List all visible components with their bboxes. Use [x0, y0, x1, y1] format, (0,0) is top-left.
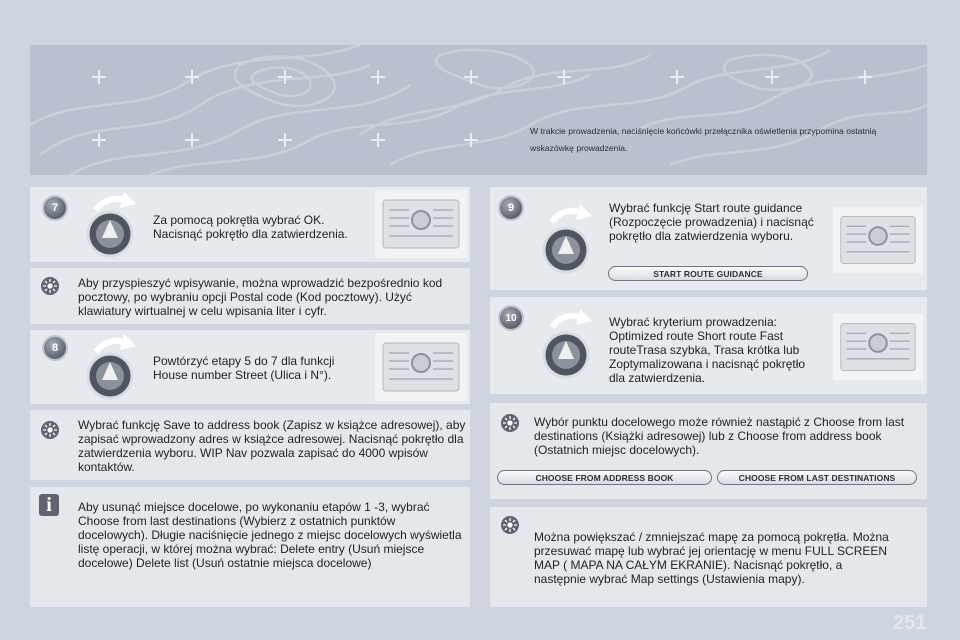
rotary-knob-icon [74, 190, 144, 260]
info-icon: i [39, 494, 59, 516]
save-tip-text: Wybrać funkcję Save to address book (Zapisz w książce adresowej), aby zapisać wprowadzony adres w książce adresowej. Nacisnąć pokrętło dla zatwierdzenia wyboru. WIP Nav pozwala zapisać do 4000 wpisów kontaktów. [78, 418, 466, 474]
delete-info-text: Aby usunąć miejsce docelowe, po wykonaniu etapów 1 -3, wybrać Choose from last destinations (Wybierz z ostatnich punktów docelowych). Długie naciśnięcie jednego z miejsc docelowych wyświetla listę operacji, w której można wybrać: Delete entry (Usuń miejsce docelowe) Delete list (Usuń ostatnie miejsca docelowe) [78, 500, 462, 570]
choose-from-last-destinations-button[interactable]: CHOOSE FROM LAST DESTINATIONS [717, 470, 917, 485]
step-9-text: Wybrać funkcję Start route guidance (Rozpoczęcie prowadzenia) i nacisnąć pokrętło dla zatwierdzenia wyboru. [609, 201, 814, 243]
radio-unit-icon [375, 190, 467, 258]
postal-tip-text: Aby przyspieszyć wpisywanie, można wprowadzić bezpośrednio kod pocztowy, po wybraniu opcji Postal code (Kod pocztowy). Użyć klawiatury wirtualnej w celu wpisania liter i cyfr. [78, 276, 443, 318]
page-number: 251 [893, 612, 927, 634]
step-8-line-2: House number Street (Ulica i N°). [153, 368, 332, 382]
sun-icon [40, 276, 60, 296]
map-tip-text: Można powiększać / zmniejszać mapę za pomocą pokrętła. Można przesuwać mapę lub wybrać jej orientację w menu FULL SCREEN MAP ( MAPA NA CAŁYM EKRANIE). Nacisnąć pokrętło, a następnie wybrać Map settings (Ustawienia mapy). [534, 530, 889, 586]
choose-from-address-book-button[interactable]: CHOOSE FROM ADDRESS BOOK [497, 470, 712, 485]
step-7-line-2: Nacisnąć pokrętło dla zatwierdzenia. [153, 227, 348, 241]
rotary-knob-icon [74, 332, 144, 402]
step-number-badge: 7 [44, 197, 66, 219]
step-number-badge: 9 [500, 197, 522, 219]
step-10-text: Wybrać kryterium prowadzenia: Optimized route Short route Fast routeTrasa szybka, Trasa krótka lub Zoptymalizowana i nacisnąć pokrętło dla zatwierdzenia. [609, 315, 806, 385]
radio-unit-icon [833, 205, 923, 275]
step-number-badge: 8 [44, 337, 66, 359]
step-number-badge: 10 [500, 307, 522, 329]
radio-unit-icon [833, 312, 923, 382]
sun-icon [500, 413, 520, 433]
rotary-knob-icon [530, 200, 600, 280]
step-7-line-1: Za pomocą pokrętła wybrać OK. [153, 213, 325, 227]
rotary-knob-icon [530, 305, 600, 385]
sun-icon [40, 420, 60, 440]
start-route-guidance-button[interactable]: START ROUTE GUIDANCE [608, 266, 808, 281]
choose-tip-text: Wybór punktu docelowego może również nastąpić z Choose from last destinations (Książki adresowej) lub z Choose from address book (Ostatnich miejsc docelowych). [534, 415, 905, 457]
radio-unit-icon [375, 333, 467, 401]
banner-text: W trakcie prowadzenia, naciśnięcie końcówki przełącznika oświetlenia przypomina ostatnią wskazówkę prowadzenia. [530, 126, 877, 153]
sun-icon [500, 515, 520, 535]
step-8-line-1: Powtórzyć etapy 5 do 7 dla funkcji [153, 354, 335, 368]
